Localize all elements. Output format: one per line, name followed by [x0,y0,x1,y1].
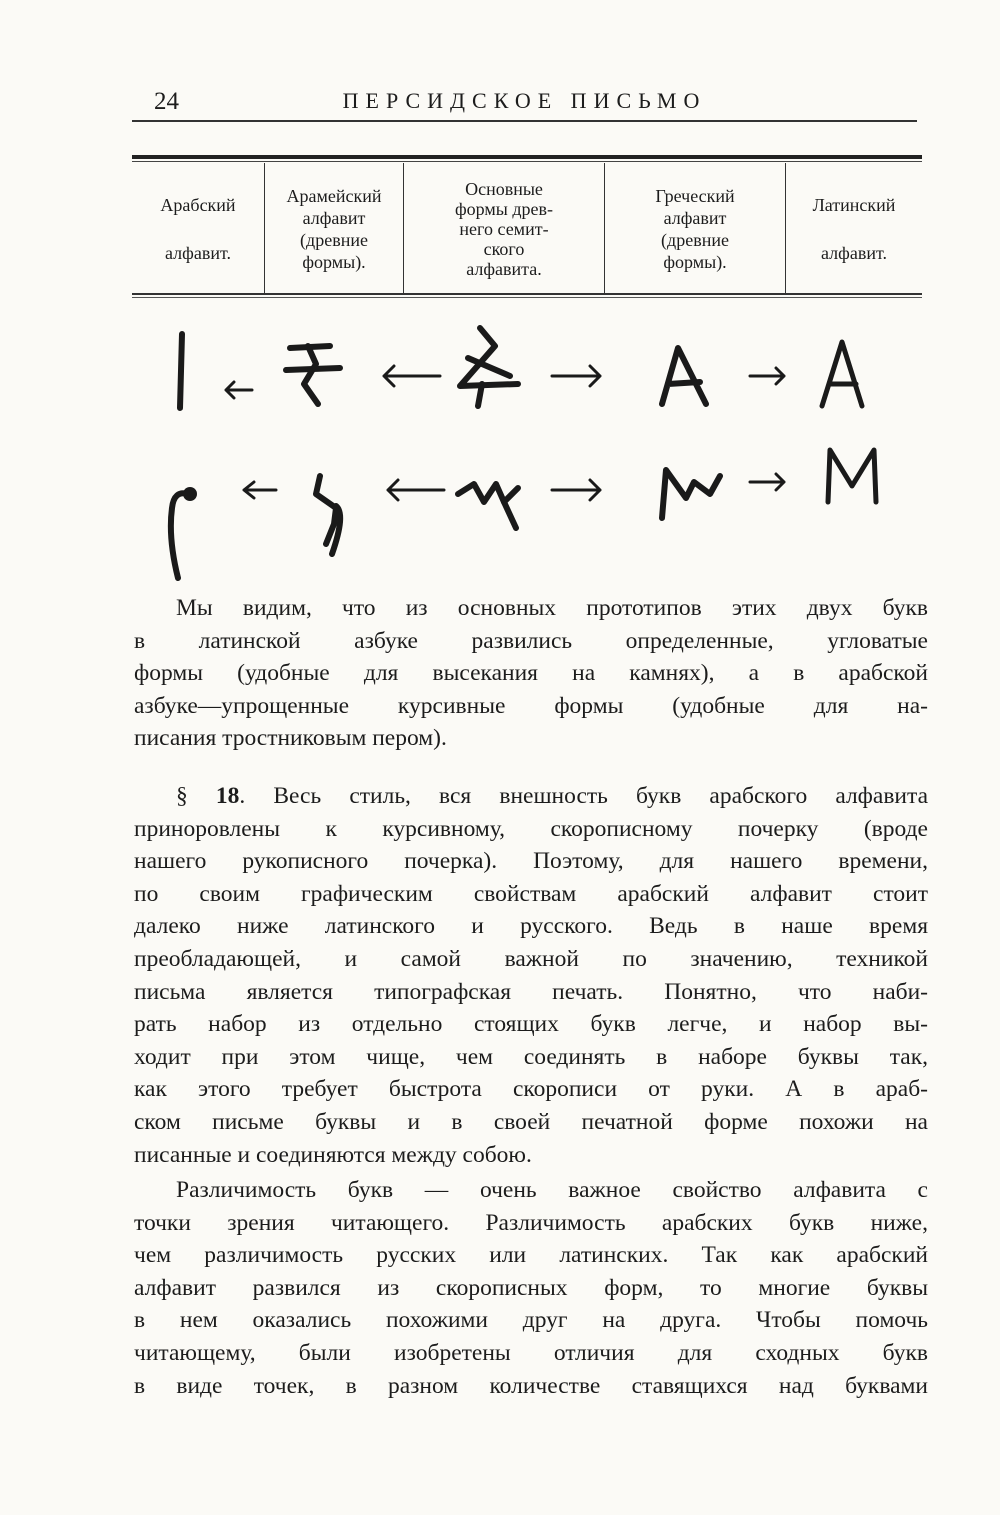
arrow-right-icon [750,368,784,384]
header-line: Арамейский [286,186,382,206]
header-rule [132,120,917,122]
text-line: писания тростниковым пером). [134,725,447,752]
letter-evolution-figure [140,318,920,588]
header-line: алфавит [663,208,727,228]
text-line: в виде точек, в разном количестве ставящихся над буквами [134,1372,928,1399]
table-top-rule-thin [132,161,922,162]
arrow-right-icon [750,474,784,490]
table-header-aramaic [265,167,403,291]
text-line: читающему, были изобретены отличия для сходных букв [134,1339,928,1366]
latin-a-glyph [822,342,862,406]
section-number: 18 [215,783,240,809]
text-line: Различимость букв — очень важное свойство алфавита с [176,1177,928,1203]
text-line-first [134,780,928,813]
alphabet-table [132,155,922,298]
aramaic-mem-glyph [316,476,340,554]
table-header-latin [786,167,922,291]
arrow-left-icon [226,382,252,398]
arabic-mim-glyph [171,493,188,578]
text-line: точки зрения читающего. Различимость арабских букв ниже, [134,1209,928,1236]
paragraph-3 [134,1174,928,1402]
text-line: в латинской азбуке развились определенные, угловатые [134,627,928,654]
text-line: рать набор из отдельно стоящих букв легче, и набор вы- [134,1011,928,1038]
header-line: алфавит. [821,243,887,264]
header-line: (древние [661,230,729,250]
header-line: алфавит [302,208,366,228]
text-line: приноровлены к курсивному, скорописному почерку (вроде [134,815,928,842]
header-line: ского [483,239,525,259]
table-bottom-rule-thin [132,297,922,298]
table-top-rule [132,155,922,159]
text-line: в нем оказались похожими друг на друга. Чтобы помочь [134,1307,928,1334]
arabic-alif-glyph [180,334,182,408]
header-line: него семит- [459,219,549,239]
header-line: Латинский [812,194,896,215]
text-line: письма является типографская печать. Понятно, что наби- [134,978,928,1005]
arrow-left-icon [388,480,444,500]
header-line: формы). [302,252,366,272]
text-line: преобладающей, и самой важной по значению, техникой [134,945,928,972]
text-line: формы (удобные для высекания на камнях), а в арабской [134,660,928,687]
aramaic-aleph-glyph [286,346,340,404]
text-line: далеко ниже латинского и русского. Ведь в наше время [134,913,928,940]
text-line: ходит при этом чище, чем соединять в наборе буквы так, [134,1043,928,1070]
header-line: Арабский [160,194,236,215]
running-title: ПЕРСИДСКОЕ ПИСЬМО [342,88,707,113]
header-line: алфавита. [466,259,542,279]
arrow-left-icon [384,366,440,386]
semitic-mem-glyph [458,484,518,528]
table-header-greek [605,167,785,291]
table-header-arabic [132,167,264,291]
arrow-left-icon [244,482,276,498]
paragraph-section-18 [134,780,928,1171]
table-header-semitic [404,167,604,291]
greek-mu-glyph [662,470,720,518]
text-line: Мы видим, что из основных прототипов этих двух букв [176,595,928,621]
paragraph-1 [134,592,928,755]
header-line: формы). [663,252,727,272]
header-line: (древние [300,230,368,250]
arabic-mim-head [183,487,197,501]
table-bottom-rule [132,293,922,295]
latin-m-glyph [828,450,876,502]
text-line: по своим графическим свойствам арабский алфавит стоит [134,880,928,907]
arrow-right-icon [552,480,600,500]
text-line: азбуке—упрощенные курсивные формы (удобные для на- [134,692,928,719]
text-line: . Весь стиль, вся внешность букв арабского алфавита [239,783,928,809]
semitic-aleph-glyph [460,328,518,406]
text-line: как этого требует быстрота скорописи от руки. А в араб- [134,1076,928,1103]
arrow-right-icon [552,366,600,386]
text-line: алфавит развился из скорописных форм, то многие буквы [134,1274,928,1301]
header-line: Основные [465,179,543,199]
header-line: Греческий [655,186,735,206]
text-line: нашего рукописного почерка). Поэтому, для нашего времени, [134,848,928,875]
text-line: писанные и соединяются между собою. [134,1141,532,1168]
header-line: формы древ- [454,199,553,219]
text-line: чем различимость русских или латинских. Так как арабский [134,1242,928,1269]
page-number: 24 [154,88,179,115]
running-header [132,86,917,116]
greek-alpha-glyph [662,348,706,404]
section-mark: § [176,783,188,809]
text-line: ском письме буквы и в своей печатной форме похожи на [134,1108,928,1135]
header-line: алфавит. [165,243,231,264]
